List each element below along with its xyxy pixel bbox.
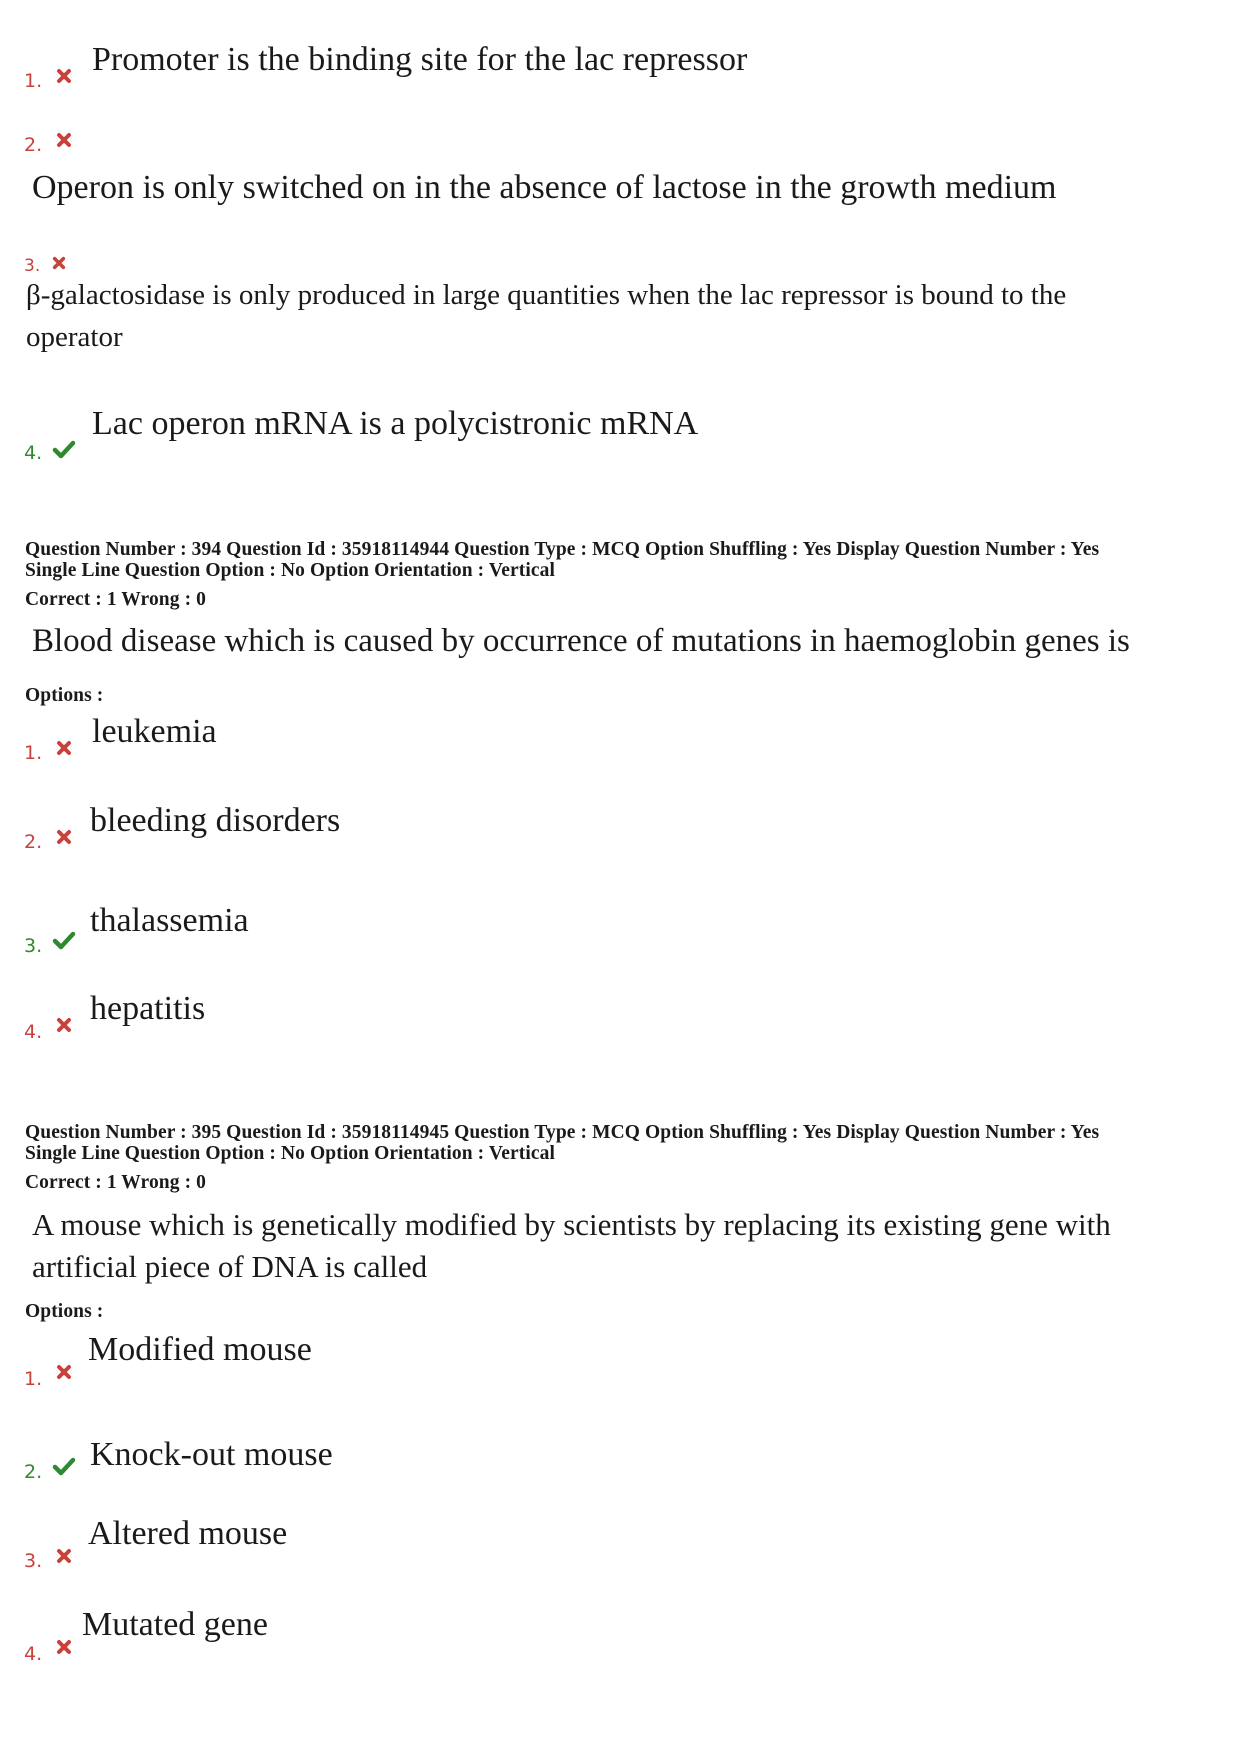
check-icon bbox=[52, 440, 76, 460]
question-text-line2: artificial piece of DNA is called bbox=[32, 1249, 428, 1284]
check-icon bbox=[52, 1457, 76, 1477]
option-number: 1. bbox=[24, 70, 43, 92]
option-number: 4. bbox=[24, 442, 43, 464]
option-number: 2. bbox=[24, 134, 43, 156]
options-label: Options : bbox=[25, 685, 104, 706]
option-number: 1. bbox=[24, 742, 43, 764]
cross-icon bbox=[52, 256, 66, 270]
option-text: leukemia bbox=[92, 713, 217, 750]
cross-icon bbox=[56, 132, 72, 148]
option-text: Promoter is the binding site for the lac repressor bbox=[92, 41, 748, 78]
option-number: 3. bbox=[24, 1550, 43, 1572]
option-text: Lac operon mRNA is a polycistronic mRNA bbox=[92, 405, 699, 442]
cross-icon bbox=[56, 1017, 72, 1033]
option-number: 4. bbox=[24, 1021, 43, 1043]
option-number: 2. bbox=[24, 1461, 43, 1483]
question-meta-line2: Single Line Question Option : No Option Orientation : Vertical bbox=[25, 560, 556, 581]
cross-icon bbox=[56, 1364, 72, 1380]
cross-icon bbox=[56, 740, 72, 756]
option-text: Knock-out mouse bbox=[90, 1436, 333, 1473]
options-label: Options : bbox=[25, 1301, 104, 1322]
option-text-line2: operator bbox=[26, 321, 123, 353]
option-text: bleeding disorders bbox=[90, 802, 341, 839]
cross-icon bbox=[56, 829, 72, 845]
option-text: Operon is only switched on in the absence of lactose in the growth medium bbox=[32, 169, 1057, 206]
option-text-line1: β-galactosidase is only produced in large quantities when the lac repressor is bound to the bbox=[26, 279, 1067, 311]
question-marks: Correct : 1 Wrong : 0 bbox=[25, 1172, 206, 1193]
option-text: Altered mouse bbox=[88, 1515, 288, 1552]
check-icon bbox=[52, 931, 76, 951]
option-text: Modified mouse bbox=[88, 1331, 312, 1368]
question-meta-line2: Single Line Question Option : No Option Orientation : Vertical bbox=[25, 1143, 556, 1164]
cross-icon bbox=[56, 1548, 72, 1564]
option-number: 1. bbox=[24, 1368, 43, 1390]
option-text: hepatitis bbox=[90, 990, 206, 1027]
question-meta-line1: Question Number : 395 Question Id : 35918114945 Question Type : MCQ Option Shuffling : Yes Display Question Number : Yes bbox=[25, 1122, 1100, 1143]
option-number: 2. bbox=[24, 831, 43, 853]
option-number: 3. bbox=[24, 256, 41, 276]
question-marks: Correct : 1 Wrong : 0 bbox=[25, 589, 206, 610]
question-meta-line1: Question Number : 394 Question Id : 35918114944 Question Type : MCQ Option Shuffling : Yes Display Question Number : Yes bbox=[25, 539, 1100, 560]
question-text: Blood disease which is caused by occurrence of mutations in haemoglobin genes is bbox=[32, 623, 1130, 659]
option-number: 3. bbox=[24, 935, 43, 957]
cross-icon bbox=[56, 68, 72, 84]
option-number: 4. bbox=[24, 1643, 43, 1665]
cross-icon bbox=[56, 1639, 72, 1655]
option-text: Mutated gene bbox=[82, 1606, 268, 1643]
option-text: thalassemia bbox=[90, 902, 249, 939]
question-text-line1: A mouse which is genetically modified by scientists by replacing its existing gene with bbox=[32, 1207, 1111, 1242]
